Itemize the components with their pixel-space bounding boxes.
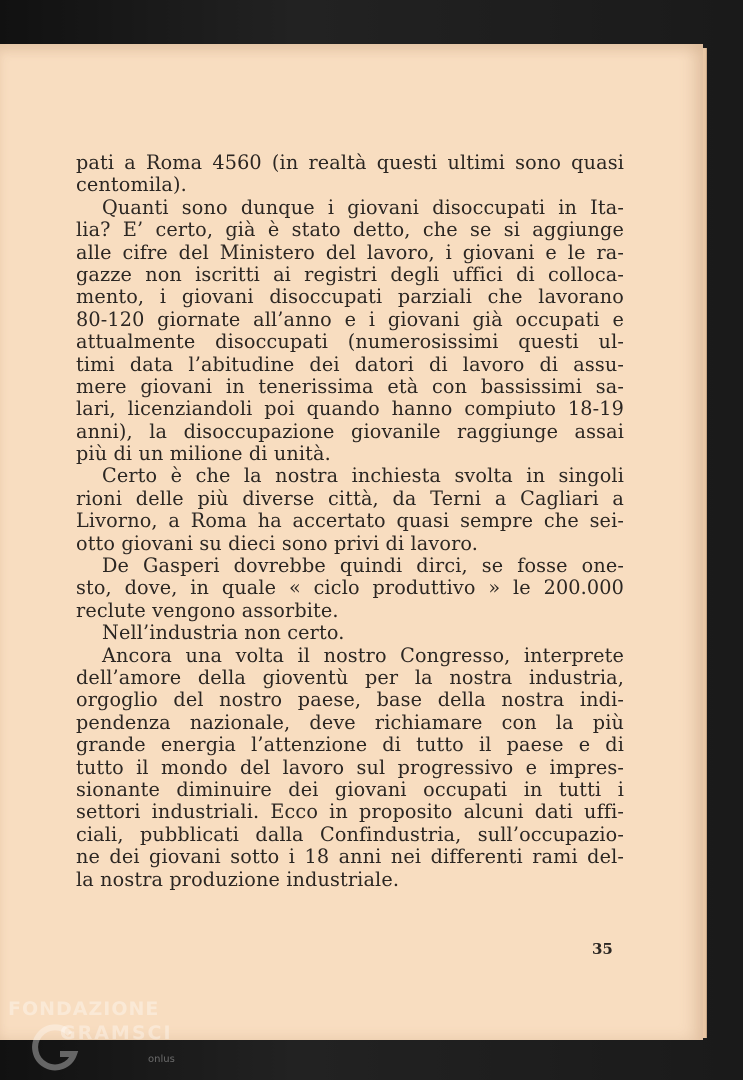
text-line: la nostra produzione industriale. bbox=[76, 867, 400, 891]
text-line: Livorno, a Roma ha accertato quasi sempre che sei- bbox=[76, 509, 624, 533]
text-line: sionante diminuire dei giovani occupati in tutti i bbox=[76, 777, 624, 801]
text-line: mere giovani in tenerissima età con bassissimi sa- bbox=[76, 374, 624, 398]
watermark-line3: onlus bbox=[148, 1054, 175, 1065]
text-line: tutto il mondo del lavoro sul progressivo e impres- bbox=[76, 755, 624, 779]
text-line: più di un milione di unità. bbox=[76, 442, 331, 466]
text-line: ciali, pubblicati dalla Confindustria, sull’occupazio- bbox=[76, 822, 624, 846]
text-line: alle cifre del Ministero del lavoro, i giovani e le ra- bbox=[76, 240, 624, 264]
text-line: De Gasperi dovrebbe quindi dirci, se fosse one- bbox=[102, 554, 624, 578]
text-line: orgoglio del nostro paese, base della nostra indi- bbox=[76, 688, 624, 712]
text-line: Certo è che la nostra inchiesta svolta in singoli bbox=[102, 464, 624, 488]
watermark-logo bbox=[8, 998, 198, 1080]
text-line: rioni delle più diverse città, da Terni a Cagliari a bbox=[76, 486, 624, 510]
page-number: 35 bbox=[592, 940, 613, 958]
text-line: lia? E’ certo, già è stato detto, che se si aggiunge bbox=[76, 218, 624, 242]
text-line: sto, dove, in quale « ciclo produttivo » le 200.000 bbox=[76, 576, 624, 600]
text-line: pendenza nazionale, deve richiamare con la più bbox=[76, 710, 624, 734]
text-line: Nell’industria non certo. bbox=[102, 621, 345, 645]
text-line: lari, licenziandoli poi quando hanno compiuto 18-19 bbox=[76, 397, 624, 421]
text-line: dell’amore della gioventù per la nostra industria, bbox=[76, 665, 624, 689]
watermark-line2: GRAMSCI bbox=[60, 1022, 173, 1044]
text-line: 80-120 giornate all’anno e i giovani già occupati e bbox=[76, 307, 624, 331]
text-line: ne dei giovani sotto i 18 anni nei differenti rami del- bbox=[76, 845, 624, 869]
text-line: Ancora una volta il nostro Congresso, interprete bbox=[102, 643, 624, 667]
text-line: reclute vengono assorbite. bbox=[76, 598, 339, 622]
text-line: timi data l’abitudine dei datori di lavoro di assu- bbox=[76, 352, 624, 376]
text-line: grande energia l’attenzione di tutto il paese e di bbox=[76, 733, 624, 757]
text-line: centomila). bbox=[76, 173, 187, 197]
watermark-line1: FONDAZIONE bbox=[8, 998, 160, 1020]
text-line: Quanti sono dunque i giovani disoccupati in Ita- bbox=[102, 195, 624, 219]
text-line: anni), la disoccupazione giovanile raggiunge assai bbox=[76, 419, 624, 443]
text-line: mento, i giovani disoccupati parziali che lavorano bbox=[76, 285, 624, 309]
body-text bbox=[76, 152, 624, 891]
text-line: attualmente disoccupati (numerosissimi questi ul- bbox=[76, 330, 624, 354]
text-line: otto giovani su dieci sono privi di lavoro. bbox=[76, 531, 479, 555]
text-line: pati a Roma 4560 (in realtà questi ultimi sono quasi bbox=[76, 151, 624, 174]
text-line: settori industriali. Ecco in proposito alcuni dati uffi- bbox=[76, 800, 624, 824]
text-line: gazze non iscritti ai registri degli uffici di colloca- bbox=[76, 262, 624, 286]
